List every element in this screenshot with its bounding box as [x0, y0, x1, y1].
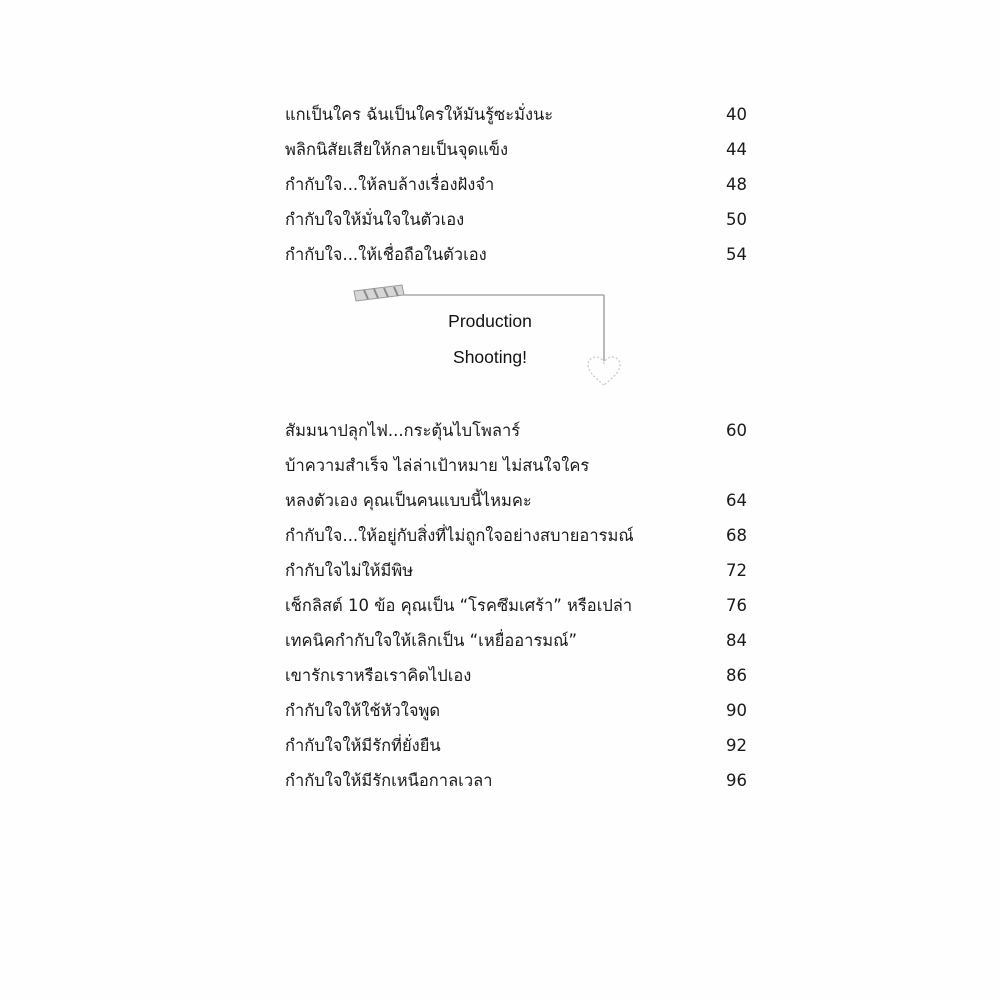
toc-entry-page: 64: [726, 491, 747, 510]
toc-entry[interactable]: [285, 413, 747, 448]
toc-entry[interactable]: [285, 167, 747, 202]
toc-entry[interactable]: [285, 728, 747, 763]
toc-entry[interactable]: [285, 623, 747, 658]
toc-entry-title: เช็กลิสต์ 10 ข้อ คุณเป็น “โรคซึมเศร้า” หรือเปล่า: [285, 596, 633, 615]
toc-entry-title: เทคนิคกำกับใจให้เลิกเป็น “เหยื่ออารมณ์”: [285, 631, 578, 650]
toc-entry[interactable]: [285, 553, 747, 588]
toc-entry-page: 76: [726, 596, 747, 615]
section-title-line1: Production: [448, 311, 532, 331]
toc-entry-page: 84: [726, 631, 747, 650]
toc-entry-title: กำกับใจไม่ให้มีพิษ: [285, 561, 414, 580]
toc-entry-title: บ้าความสำเร็จ ไล่ล่าเป้าหมาย ไม่สนใจใคร: [285, 456, 590, 475]
toc-entry-title: กำกับใจให้มีรักเหนือกาลเวลา: [285, 771, 493, 790]
toc-entry-title: กำกับใจ...ให้อยู่กับสิ่งที่ไม่ถูกใจอย่างสบายอารมณ์: [285, 526, 634, 545]
toc-entry-title: แกเป็นใคร ฉันเป็นใครให้มันรู้ซะมั่งนะ: [285, 105, 554, 124]
toc-top-list: [285, 97, 747, 272]
toc-entry-page: 72: [726, 561, 747, 580]
toc-entry[interactable]: [285, 658, 747, 693]
toc-entry-title: หลงตัวเอง คุณเป็นคนแบบนี้ไหมคะ: [285, 491, 532, 510]
toc-entry-title: สัมมนาปลุกไฟ...กระตุ้นไบโพลาร์: [285, 421, 521, 440]
toc-entry[interactable]: [285, 97, 747, 132]
toc-entry-page: 92: [726, 736, 747, 755]
toc-entry[interactable]: [285, 237, 747, 272]
toc-entry-page: 50: [726, 210, 747, 229]
toc-entry-title: กำกับใจให้มีรักที่ยั่งยืน: [285, 736, 441, 755]
toc-entry-page: 40: [726, 105, 747, 124]
toc-entry-title: เขารักเราหรือเราคิดไปเอง: [285, 666, 472, 685]
toc-entry-page: 68: [726, 526, 747, 545]
toc-entry-title: พลิกนิสัยเสียให้กลายเป็นจุดแข็ง: [285, 140, 509, 159]
toc-entry[interactable]: [285, 588, 747, 623]
toc-entry[interactable]: [285, 448, 747, 483]
toc-entry-title: กำกับใจให้มั่นใจในตัวเอง: [285, 210, 465, 229]
toc-entry-title: กำกับใจ...ให้ลบล้างเรื่องฝังจำ: [285, 175, 495, 194]
toc-entry-page: 86: [726, 666, 747, 685]
toc-entry-page: 48: [726, 175, 747, 194]
toc-entry[interactable]: [285, 518, 747, 553]
section-title-line2: Shooting!: [453, 347, 527, 367]
toc-entry[interactable]: [285, 483, 747, 518]
toc-entry[interactable]: [285, 693, 747, 728]
toc-entry-page: 44: [726, 140, 747, 159]
toc-entry-page: 54: [726, 245, 747, 264]
toc-entry-page: 90: [726, 701, 747, 720]
toc-entry-title: กำกับใจ...ให้เชื่อถือในตัวเอง: [285, 245, 487, 264]
film-clapper-icon: [354, 285, 404, 301]
toc-bottom-list: [285, 413, 747, 798]
toc-entry-title: กำกับใจให้ใช้หัวใจพูด: [285, 701, 441, 720]
section-divider: [350, 283, 630, 393]
toc-entry[interactable]: [285, 132, 747, 167]
toc-entry[interactable]: [285, 202, 747, 237]
toc-entry-page: 60: [726, 421, 747, 440]
toc-entry[interactable]: [285, 763, 747, 798]
toc-entry-page: 96: [726, 771, 747, 790]
